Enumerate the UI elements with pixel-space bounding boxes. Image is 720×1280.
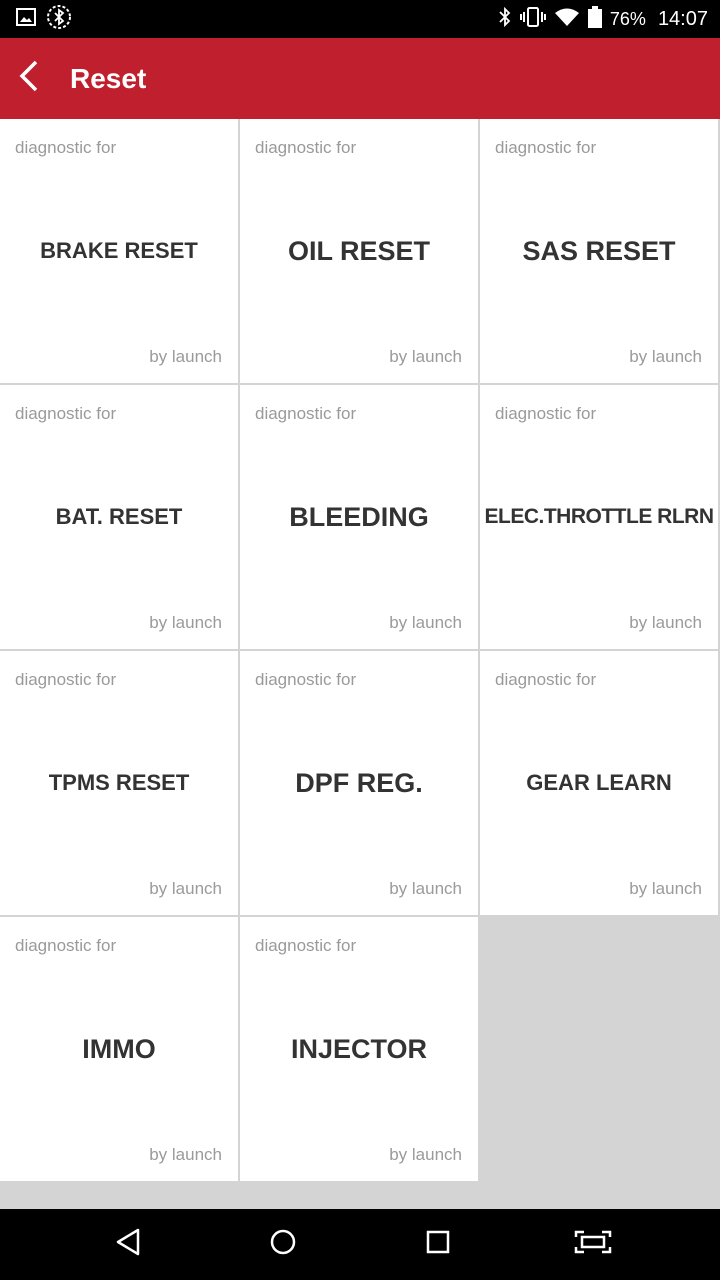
tile-subtitle: diagnostic for <box>15 138 117 157</box>
tile-subtitle: diagnostic for <box>255 936 357 955</box>
status-bar <box>0 0 720 38</box>
tile-byline: by launch <box>629 613 702 632</box>
tile-title: GEAR LEARN <box>526 770 672 795</box>
status-right <box>498 6 708 33</box>
nav-screenshot-button[interactable] <box>563 1215 623 1275</box>
image-notification-icon <box>16 8 36 31</box>
tile-title: ELEC.THROTTLE RLRN <box>484 505 714 528</box>
back-arrow-icon <box>16 59 40 98</box>
tile-byline: by launch <box>149 613 222 632</box>
tile-byline: by launch <box>389 347 462 366</box>
nav-home-button[interactable] <box>253 1215 313 1275</box>
tile-dpf-reg[interactable] <box>240 651 478 915</box>
tile-subtitle: diagnostic for <box>255 138 357 157</box>
tile-title: BAT. RESET <box>55 504 183 529</box>
tile-byline: by launch <box>149 1145 222 1164</box>
tile-elec-throttle-rlrn[interactable] <box>480 385 718 649</box>
tile-title: INJECTOR <box>290 1033 428 1064</box>
tile-subtitle: diagnostic for <box>495 404 597 423</box>
tile-byline: by launch <box>149 879 222 898</box>
tile-title: IMMO <box>82 1033 156 1064</box>
circle-home-icon <box>268 1227 298 1262</box>
tile-oil-reset[interactable] <box>240 119 478 383</box>
tile-byline: by launch <box>629 879 702 898</box>
tile-sas-reset[interactable] <box>480 119 718 383</box>
tile-byline: by launch <box>389 1145 462 1164</box>
wifi-icon <box>554 7 580 32</box>
tile-subtitle: diagnostic for <box>495 138 597 157</box>
tile-title: OIL RESET <box>287 235 431 266</box>
tile-title: DPF REG. <box>295 767 423 798</box>
clock: 14:07 <box>657 7 708 30</box>
tile-injector[interactable] <box>240 917 478 1181</box>
nav-recents-button[interactable] <box>408 1215 468 1275</box>
triangle-back-icon <box>113 1227 143 1262</box>
bluetooth-notification-icon <box>46 4 72 35</box>
battery-icon <box>588 6 602 33</box>
tile-subtitle: diagnostic for <box>255 670 357 689</box>
vibrate-icon <box>520 7 546 32</box>
tile-tpms-reset[interactable] <box>0 651 238 915</box>
nav-back-button[interactable] <box>98 1215 158 1275</box>
tile-subtitle: diagnostic for <box>15 936 117 955</box>
back-button[interactable] <box>0 38 56 119</box>
tile-subtitle: diagnostic for <box>495 670 597 689</box>
tile-byline: by launch <box>149 347 222 366</box>
tile-title: SAS RESET <box>522 235 676 266</box>
app-bar <box>0 38 720 119</box>
tile-title: BLEEDING <box>289 501 429 532</box>
battery-percent: 76% <box>609 8 646 29</box>
square-recents-icon <box>423 1227 453 1262</box>
bluetooth-icon <box>498 7 512 32</box>
tile-immo[interactable] <box>0 917 238 1181</box>
tile-title: BRAKE RESET <box>40 238 198 263</box>
tile-subtitle: diagnostic for <box>15 404 117 423</box>
tile-subtitle: diagnostic for <box>15 670 117 689</box>
status-left <box>16 4 72 35</box>
tile-gear-learn[interactable] <box>480 651 718 915</box>
system-nav-bar <box>0 1209 720 1280</box>
tile-brake-reset[interactable] <box>0 119 238 383</box>
tile-title: TPMS RESET <box>48 770 190 795</box>
page-title: Reset <box>70 62 147 94</box>
tile-subtitle: diagnostic for <box>255 404 357 423</box>
tile-byline: by launch <box>389 879 462 898</box>
tile-byline: by launch <box>629 347 702 366</box>
tile-bat-reset[interactable] <box>0 385 238 649</box>
tile-bleeding[interactable] <box>240 385 478 649</box>
screen-capture-icon <box>573 1227 613 1262</box>
tile-byline: by launch <box>389 613 462 632</box>
